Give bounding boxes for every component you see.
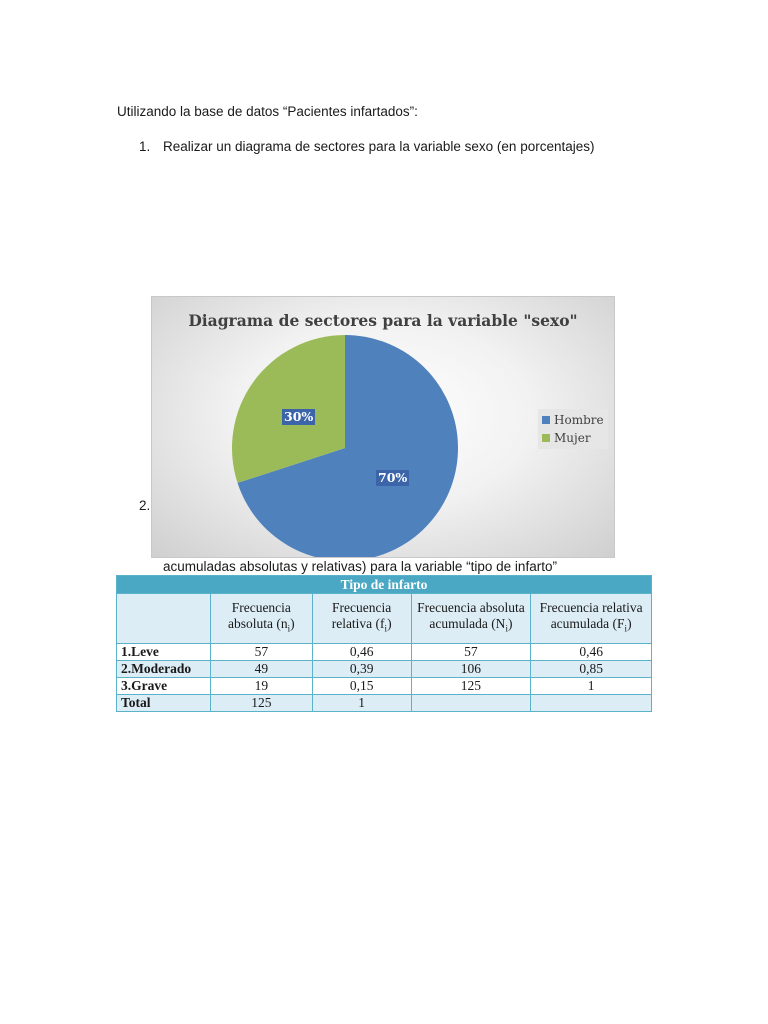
row-label-moderado: 2.Moderado [117, 661, 211, 678]
table-cell: 0,46 [531, 644, 652, 661]
row-label-leve: 1.Leve [117, 644, 211, 661]
chart-legend [538, 409, 608, 449]
table-header-fi-tail: ) [387, 616, 392, 632]
table-header-ni-sub: i [287, 623, 291, 634]
legend-item-hombre [542, 412, 604, 428]
table-header-empty [117, 594, 211, 644]
chart-title: Diagrama de sectores para la variable "sexo" [188, 311, 578, 330]
list-item-1 [139, 139, 594, 154]
table-header-fi-sub: i [384, 623, 388, 634]
table-cell: 19 [210, 678, 312, 695]
table-cell: 0,85 [531, 661, 652, 678]
table-header-fi [312, 594, 411, 644]
table-header-Fi [531, 594, 652, 644]
pie-chart [151, 296, 615, 558]
table-cell: 0,15 [312, 678, 411, 695]
table-row [117, 661, 652, 678]
list-item-2-number: 2. [139, 498, 151, 513]
list-item-1-number: 1. [139, 139, 151, 154]
table-header-Ni-tail: ) [507, 616, 513, 632]
table-row [117, 678, 652, 695]
table-cell: 1 [531, 678, 652, 695]
table-header-fi-text: Frecuencia relativa (f [331, 600, 392, 632]
table-row [117, 695, 652, 712]
table-cell [531, 695, 652, 712]
table-header-ni-tail: ) [290, 616, 295, 632]
list-item-1-text: Realizar un diagrama de sectores para la variable sexo (en porcentajes) [163, 139, 595, 154]
table-header-Fi-sub: i [624, 623, 628, 634]
table-row [117, 644, 652, 661]
legend-label-mujer: Mujer [554, 431, 591, 445]
data-label-mujer: 30% [284, 409, 314, 424]
table-cell: 0,39 [312, 661, 411, 678]
legend-label-hombre: Hombre [554, 413, 604, 427]
table-cell [411, 695, 531, 712]
list-item-2-text: acumuladas absolutas y relativas) para la variable “tipo de infarto” [163, 559, 557, 574]
legend-item-mujer [542, 430, 591, 446]
frequency-table [116, 575, 652, 712]
table-cell: 125 [411, 678, 531, 695]
table-header-row [117, 594, 652, 644]
legend-swatch-mujer [542, 434, 550, 442]
table-header-ni [210, 594, 312, 644]
data-label-hombre: 70% [378, 470, 408, 485]
table-header-Ni-text: Frecuencia absoluta acumulada (N [417, 600, 525, 632]
row-label-grave: 3.Grave [117, 678, 211, 695]
table-caption: Tipo de infarto [117, 576, 652, 594]
row-label-total: Total [117, 695, 211, 712]
legend-swatch-hombre [542, 416, 550, 424]
table-header-Fi-tail: ) [627, 616, 632, 632]
table-cell: 1 [312, 695, 411, 712]
intro-text: Utilizando la base de datos “Pacientes infartados”: [117, 104, 418, 119]
table-cell: 125 [210, 695, 312, 712]
table-cell: 49 [210, 661, 312, 678]
table-header-Ni [411, 594, 531, 644]
table-cell: 106 [411, 661, 531, 678]
table-header-ni-text: Frecuencia absoluta (n [227, 600, 291, 632]
table-cell: 57 [210, 644, 312, 661]
table-cell: 57 [411, 644, 531, 661]
table-caption-row [117, 576, 652, 594]
table-header-Ni-sub: i [505, 623, 508, 634]
table-cell: 0,46 [312, 644, 411, 661]
table-header-Fi-text: Frecuencia relativa acumulada (F [539, 600, 643, 632]
